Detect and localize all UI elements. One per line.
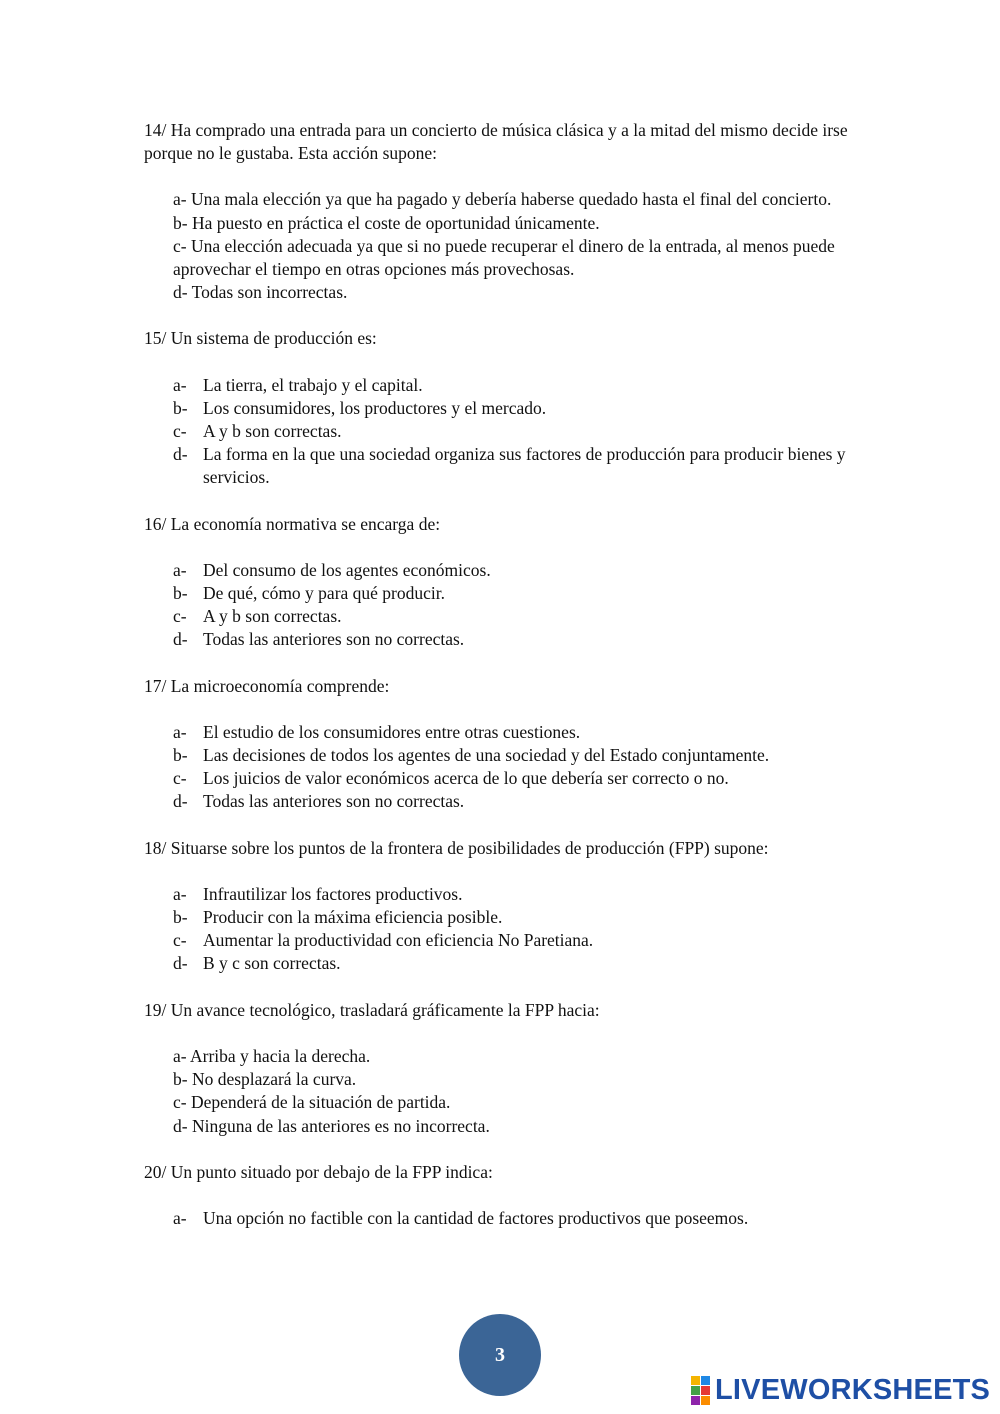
question-title: 20/ Un punto situado por debajo de la FPP indica: [144,1161,493,1182]
option-letter: b- [173,397,188,418]
logo-square [691,1386,700,1395]
answer-option[interactable] [173,721,874,744]
answer-option[interactable] [173,883,874,906]
option-letter: a- [173,559,187,580]
option-letter: b- [173,907,188,928]
question-title: 14/ Ha comprado una entrada para un concierto de música clásica y a la mitad del mismo decide irse porque no le gustaba. Esta acción supone: [144,120,848,164]
option-text: a- Una mala elección ya que ha pagado y debería haberse quedado hasta el final del concierto. [173,189,832,210]
option-list [144,188,874,304]
question-block [144,837,874,976]
logo-square [701,1386,710,1395]
option-text: Producir con la máxima eficiencia posible. [203,907,503,928]
option-text: Todas las anteriores son no correctas. [203,629,465,650]
option-text: b- Ha puesto en práctica el coste de oportunidad únicamente. [173,212,600,233]
option-letter: c- [173,421,187,442]
answer-option[interactable] [173,1115,874,1138]
answer-option[interactable] [173,1068,874,1091]
page-number: 3 [495,1343,505,1366]
option-text: La forma en la que una sociedad organiza sus factores de producción para producir bienes y servicios. [203,444,846,488]
option-letter: d- [173,444,188,465]
answer-option[interactable] [173,420,874,443]
option-list [144,721,874,814]
question-block [144,675,874,814]
question-block [144,513,874,652]
answer-option[interactable] [173,281,874,304]
answer-option[interactable] [173,767,874,790]
question-title: 17/ La microeconomía comprende: [144,675,390,696]
answer-option[interactable] [173,929,874,952]
logo-square [691,1396,700,1405]
answer-option[interactable] [173,582,874,605]
option-letter: b- [173,583,188,604]
page-number-badge [459,1314,541,1396]
option-letter: c- [173,930,187,951]
logo-text: LIVEWORKSHEETS [715,1374,991,1406]
logo-square [701,1396,710,1405]
option-letter: c- [173,606,187,627]
worksheet-page [144,119,874,1253]
option-text: La tierra, el trabajo y el capital. [203,374,423,395]
answer-option[interactable] [173,1207,874,1230]
logo-square [701,1376,710,1385]
question-title: 16/ La economía normativa se encarga de: [144,513,441,534]
option-text: a- Arriba y hacia la derecha. [173,1045,371,1066]
answer-option[interactable] [173,1091,874,1114]
answer-option[interactable] [173,1045,874,1068]
answer-option[interactable] [173,628,874,651]
option-text: d- Ninguna de las anteriores es no incorrecta. [173,1115,490,1136]
answer-option[interactable] [173,744,874,767]
logo-square [691,1376,700,1385]
option-text: Infrautilizar los factores productivos. [203,883,463,904]
liveworksheets-logo[interactable] [691,1375,990,1405]
option-text: b- No desplazará la curva. [173,1069,357,1090]
option-text: De qué, cómo y para qué producir. [203,583,446,604]
option-letter: c- [173,768,187,789]
option-text: Aumentar la productividad con eficiencia No Paretiana. [203,930,594,951]
option-list [144,883,874,976]
option-text: c- Dependerá de la situación de partida. [173,1092,451,1113]
option-letter: a- [173,721,187,742]
option-letter: d- [173,791,188,812]
option-text: B y c son correctas. [203,953,341,974]
option-text: El estudio de los consumidores entre otras cuestiones. [203,721,581,742]
option-text: Los juicios de valor económicos acerca de lo que debería ser correcto o no. [203,768,729,789]
option-text: A y b son correctas. [203,606,342,627]
answer-option[interactable] [173,374,874,397]
question-title: 18/ Situarse sobre los puntos de la frontera de posibilidades de producción (FPP) supone: [144,837,769,858]
option-text: A y b son correctas. [203,421,342,442]
answer-option[interactable] [173,235,874,281]
option-letter: d- [173,953,188,974]
option-text: Los consumidores, los productores y el mercado. [203,397,547,418]
question-block [144,119,874,304]
option-letter: a- [173,883,187,904]
option-letter: a- [173,1207,187,1228]
answer-option[interactable] [173,906,874,929]
option-list [144,374,874,490]
option-text: Todas las anteriores son no correctas. [203,791,465,812]
option-letter: d- [173,629,188,650]
question-block [144,999,874,1138]
answer-option[interactable] [173,559,874,582]
answer-option[interactable] [173,212,874,235]
question-title: 15/ Un sistema de producción es: [144,328,377,349]
answer-option[interactable] [173,952,874,975]
option-text: d- Todas son incorrectas. [173,282,348,303]
answer-option[interactable] [173,605,874,628]
option-text: Del consumo de los agentes económicos. [203,559,491,580]
option-text: Una opción no factible con la cantidad de factores productivos que poseemos. [203,1207,749,1228]
logo-mark-icon [691,1376,710,1405]
option-list [144,1207,874,1230]
answer-option[interactable] [173,188,874,211]
option-list [144,559,874,652]
option-text: Las decisiones de todos los agentes de una sociedad y del Estado conjuntamente. [203,745,770,766]
answer-option[interactable] [173,790,874,813]
option-text: c- Una elección adecuada ya que si no puede recuperar el dinero de la entrada, al menos puede aprovechar el tiempo en otras opciones más provechosas. [173,235,835,280]
question-block [144,1161,874,1230]
option-letter: b- [173,745,188,766]
question-title: 19/ Un avance tecnológico, trasladará gráficamente la FPP hacia: [144,999,600,1020]
question-block [144,327,874,489]
option-list [144,1045,874,1138]
option-letter: a- [173,374,187,395]
answer-option[interactable] [173,443,874,489]
answer-option[interactable] [173,397,874,420]
